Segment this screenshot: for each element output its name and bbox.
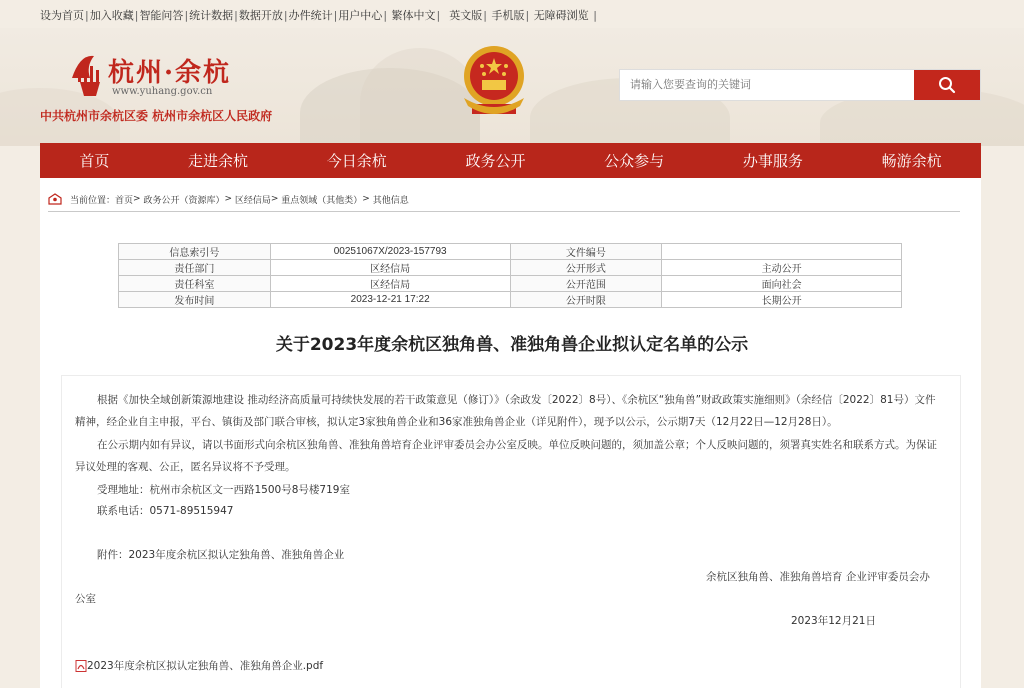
nav-services[interactable]: 办事服务 <box>742 152 803 170</box>
breadcrumb-divider <box>48 211 960 212</box>
nav-about-yuhang[interactable]: 走进余杭 <box>188 152 249 170</box>
meta-key: 公开形式 <box>510 260 662 276</box>
nav-today-yuhang[interactable]: 今日余杭 <box>326 152 387 170</box>
search-input[interactable] <box>620 70 914 100</box>
search-button[interactable] <box>914 70 980 100</box>
article-signer: 余杭区独角兽、准独角兽培育 企业评审委员会办 <box>706 571 930 583</box>
breadcrumb-key-areas[interactable]: 重点领域（其他类） <box>281 195 363 206</box>
article-title: 关于2023年度余杭区独角兽、准独角兽企业拟认定名单的公示 <box>275 335 749 355</box>
toplink-mobile[interactable]: 手机版 <box>491 9 525 22</box>
meta-value: 主动公开 <box>662 260 902 276</box>
nav-tourism[interactable]: 畅游余杭 <box>881 152 942 170</box>
breadcrumb: 当前位置： 首页 > 政务公开（资源库） > 区经信局 > 重点领域（其他类） > 其他信息 <box>48 189 409 209</box>
site-subtitle: 中共杭州市余杭区委 杭州市余杭区人民政府 <box>40 109 273 123</box>
meta-value: 2023-12-21 17:22 <box>270 292 510 308</box>
top-links-bar: 设为首页|加入收藏|智能问答|统计数据|数据开放|办件统计|用户中心| 繁体中文| 英文版| 手机版| 无障碍浏览 | <box>40 9 597 22</box>
toplink-set-home[interactable]: 设为首页 <box>40 9 84 22</box>
toplink-stats[interactable]: 统计数据 <box>189 9 234 22</box>
article-paragraph-1: 根据《加快全域创新策源地建设 推动经济高质量可持续快发展的若干政策意见（修订）》（余政发〔2022〕8号）、《余杭区“独角兽”财政政策实施细则》（余经信〔2022〕81号）文件精神，经企业自主申报，平台、镇街及部门联合审核，拟认定3家独角兽企业和36家准独角兽企业（详见附件），现予以公示，公示期7天（12月22日—12月28日）。 <box>75 394 936 428</box>
toplink-open-data[interactable]: 数据开放 <box>238 9 283 22</box>
document-meta-table <box>118 243 902 308</box>
meta-value <box>662 244 902 260</box>
national-emblem-icon <box>458 42 530 118</box>
article-date: 2023年12月21日 <box>791 615 876 627</box>
toplink-qa[interactable]: 智能问答 <box>139 9 184 22</box>
breadcrumb-prefix: 当前位置： <box>70 195 116 206</box>
nav-gov-affairs[interactable]: 政务公开 <box>465 152 526 170</box>
table-row <box>119 292 902 308</box>
article-phone: 联系电话：0571-89515947 <box>97 505 234 517</box>
breadcrumb-bureau[interactable]: 区经信局 <box>234 195 271 206</box>
meta-key: 责任部门 <box>119 260 271 276</box>
toplink-accessibility[interactable]: 无障碍浏览 <box>533 9 589 22</box>
site-logo-text[interactable]: 杭州·余杭 <box>108 58 232 88</box>
meta-value: 面向社会 <box>662 276 902 292</box>
article-paragraph-2: 在公示期内如有异议，请以书面形式向余杭区独角兽、准独角兽培育企业评审委员会办公室反映。单位反映问题的，须加盖公章；个人反映问题的，须署真实姓名和联系方式。为保证异议处理的客观、公正，匿名异议将不予受理。 <box>75 439 937 473</box>
toplink-traditional[interactable]: 繁体中文 <box>391 9 436 22</box>
article-attachment-line: 附件：2023年度余杭区拟认定独角兽、准独角兽企业 <box>97 549 345 561</box>
article-address: 受理地址：杭州市余杭区文一西路1500号8号楼719室 <box>97 484 350 496</box>
toplink-service-stats[interactable]: 办件统计 <box>288 9 333 22</box>
meta-key: 发布时间 <box>119 292 271 308</box>
breadcrumb-home[interactable]: 首页 <box>115 195 134 206</box>
location-icon <box>48 193 62 205</box>
toplink-favorite[interactable]: 加入收藏 <box>89 9 134 22</box>
nav-public-participation[interactable]: 公众参与 <box>604 152 665 170</box>
breadcrumb-gov-affairs[interactable]: 政务公开（资源库） <box>143 195 225 206</box>
breadcrumb-other-info[interactable]: 其他信息 <box>372 195 409 206</box>
attachment-filename[interactable]: 2023年度余杭区拟认定独角兽、准独角兽企业.pdf <box>87 660 324 672</box>
main-nav <box>40 143 981 178</box>
toplink-user-center[interactable]: 用户中心 <box>338 9 383 22</box>
site-search <box>619 69 981 101</box>
toplink-english[interactable]: 英文版 <box>449 9 483 22</box>
table-row <box>119 276 902 292</box>
meta-value: 00251067X/2023-157793 <box>270 244 510 260</box>
meta-value: 长期公开 <box>662 292 902 308</box>
meta-key: 文件编号 <box>510 244 662 260</box>
table-row <box>119 244 902 260</box>
meta-key: 责任科室 <box>119 276 271 292</box>
meta-key: 公开时限 <box>510 292 662 308</box>
table-row <box>119 260 902 276</box>
nav-home[interactable]: 首页 <box>79 152 110 170</box>
pdf-icon <box>75 660 87 672</box>
meta-value: 区经信局 <box>270 276 510 292</box>
meta-key: 信息索引号 <box>119 244 271 260</box>
article-signer-cont: 公室 <box>75 593 96 605</box>
search-icon <box>938 76 956 94</box>
meta-value: 区经信局 <box>270 260 510 276</box>
meta-key: 公开范围 <box>510 276 662 292</box>
site-logo-url: www.yuhang.gov.cn <box>112 86 213 97</box>
attachment-link[interactable] <box>75 658 323 673</box>
